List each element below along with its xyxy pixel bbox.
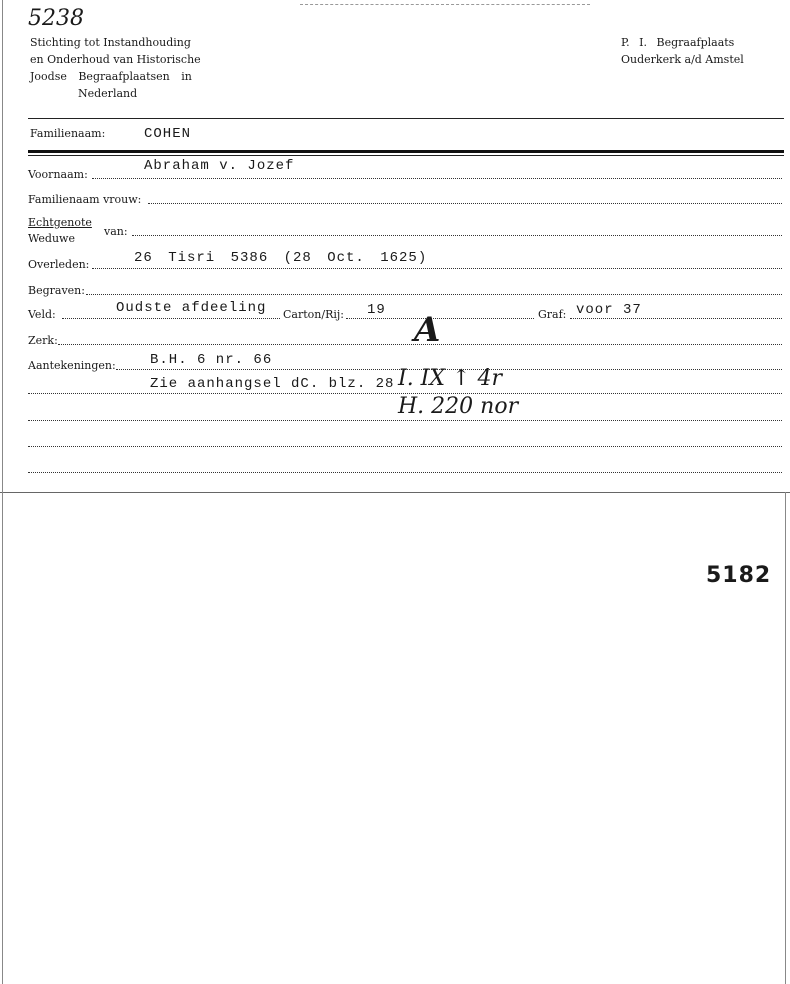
graf-dots — [570, 318, 782, 319]
veld-label: Veld: — [28, 308, 56, 321]
veld-value: Oudste afdeeling — [116, 300, 267, 316]
left-edge-line — [2, 0, 3, 984]
carton-label: Carton/Rij: — [283, 308, 344, 321]
familienaam-vrouw-label: Familienaam vrouw: — [28, 193, 142, 206]
double-rule-top — [28, 150, 784, 153]
notes-dots-4 — [28, 472, 782, 473]
notes-dots-3 — [28, 446, 782, 447]
cemetery-block — [621, 34, 744, 68]
echtgenote-label: Echtgenote — [28, 216, 92, 229]
van-dots — [132, 235, 782, 236]
voornaam-dots — [92, 178, 782, 179]
org-line-4: Nederland — [78, 87, 138, 100]
note-line-2: Zie aanhangsel dC. blz. 28 — [150, 376, 395, 392]
voornaam-value: Abraham v. Jozef — [144, 158, 295, 174]
weduwe-label: Weduwe — [28, 232, 75, 245]
familienaam-label: Familienaam: — [30, 127, 106, 140]
double-rule-bottom — [28, 155, 784, 156]
top-edge-line — [300, 4, 590, 5]
familienaam-vrouw-dots — [148, 203, 782, 204]
cemetery-line-1: P. I. Begraafplaats — [621, 36, 735, 49]
overleden-value: 26 Tisri 5386 (28 Oct. 1625) — [134, 250, 428, 266]
veld-dots — [62, 318, 280, 319]
zerk-label: Zerk: — [28, 334, 58, 347]
familienaam-value: COHEN — [144, 126, 192, 142]
graf-value: voor 37 — [576, 302, 642, 318]
right-edge-line — [785, 492, 786, 984]
begraven-dots — [86, 294, 782, 295]
graf-label: Graf: — [538, 308, 567, 321]
org-line-1: Stichting tot Instandhouding — [30, 36, 191, 49]
page-number: 5182 — [706, 563, 772, 588]
overleden-dots — [92, 268, 782, 269]
notes-dots-2 — [28, 420, 782, 421]
org-line-2: en Onderhoud van Historische — [30, 53, 201, 66]
overleden-label: Overleden: — [28, 258, 90, 271]
card-bottom-edge — [0, 492, 790, 493]
aantekeningen-label: Aantekeningen: — [28, 359, 116, 372]
handwritten-note-2: H. 220 nor — [398, 394, 519, 419]
header-separator — [28, 118, 784, 119]
van-label: van: — [104, 225, 128, 238]
archive-number: 5238 — [28, 6, 84, 31]
zerk-mark: A — [414, 310, 441, 350]
voornaam-label: Voornaam: — [28, 168, 88, 181]
begraven-label: Begraven: — [28, 284, 85, 297]
organization-block — [30, 34, 201, 102]
cemetery-line-2: Ouderkerk a/d Amstel — [621, 53, 744, 66]
org-line-3: Joodse Begraafplaatsen in — [30, 70, 192, 83]
carton-value: 19 — [367, 302, 386, 318]
note-line-1: B.H. 6 nr. 66 — [150, 352, 273, 368]
handwritten-note-1: Ⅰ. ⅠⅩ ↑ 4r — [398, 366, 502, 391]
